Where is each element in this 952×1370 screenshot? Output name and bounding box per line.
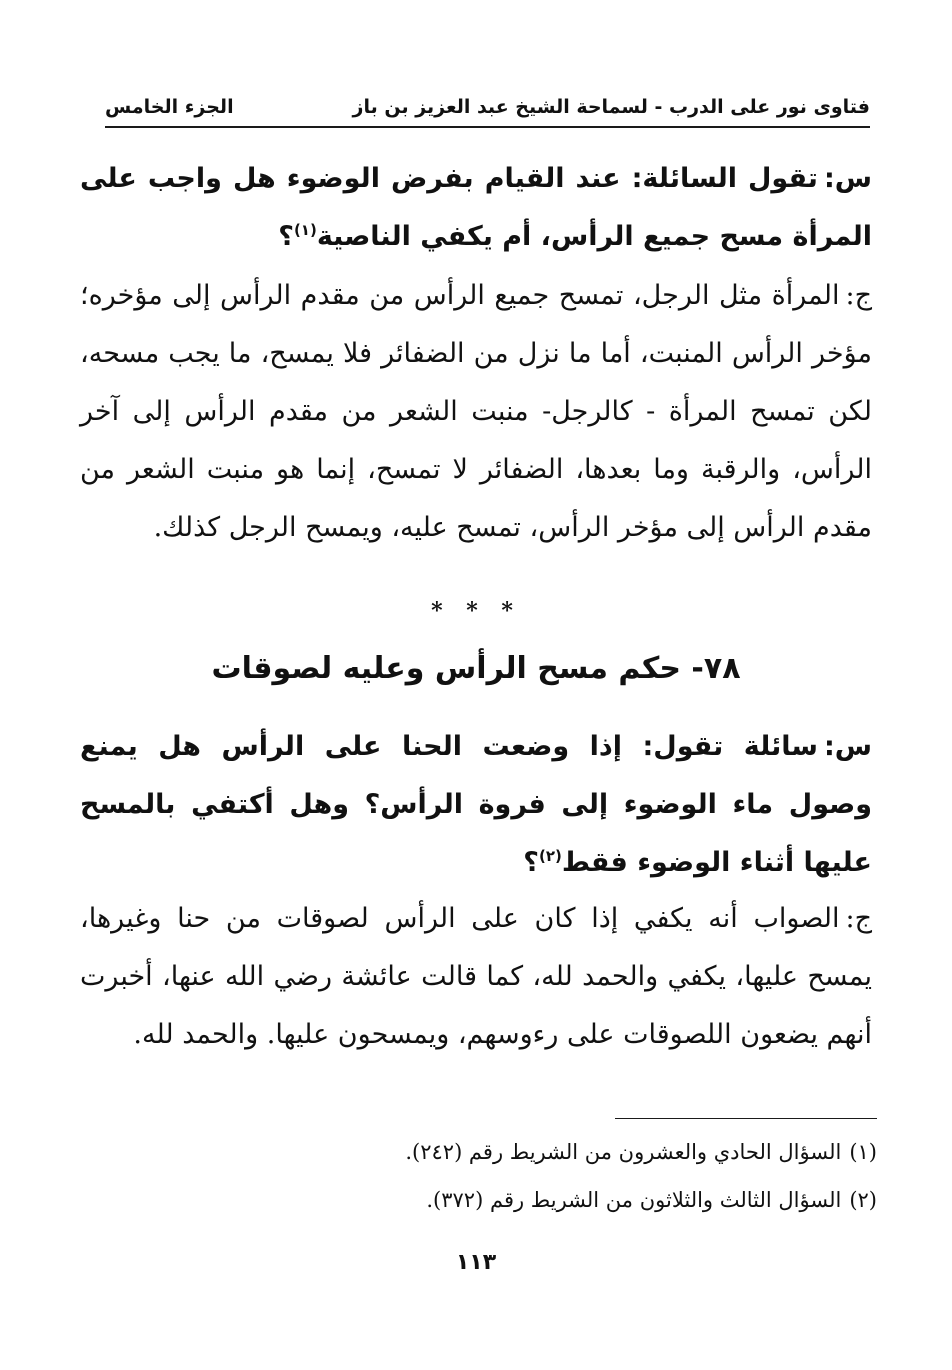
running-header	[105, 92, 870, 128]
answer-text: الصواب أنه يكفي إذا كان على الرأس لصوقات من حنا وغيرها، يمسح عليها، يكفي والحمد لله، كما قالت عائشة رضي الله عنها، أخبرت أنهم يضعون اللصوقات على رءوسهم، ويمسحون عليها. والحمد لله.	[80, 903, 872, 1050]
answer-text: المرأة مثل الرجل، تمسح جميع الرأس من مقدم الرأس إلى مؤخره؛ مؤخر الرأس المنبت، أما ما نزل من الضفائر فلا يمسح، ما يجب مسحه، لكن تمسح المرأة - كالرجل- منبت الشعر من مقدم الرأس إلى آخر الرأس، والرقبة وما بعدها، الضفائر لا تمسح، إنما هو منبت الشعر من مقدم الرأس إلى مؤخر الرأس، تمسح عليه، ويمسح الرجل كذلك.	[80, 280, 872, 543]
answer-marker: ج:	[845, 903, 872, 934]
footnote-text: السؤال الحادي والعشرون من الشريط رقم (٢٤٢).	[405, 1140, 842, 1164]
section-heading: ٧٨- حكم مسح الرأس وعليه لصوقات	[211, 651, 741, 686]
answer-1	[80, 267, 872, 557]
footnote-2	[87, 1176, 877, 1224]
section-separator: * * *	[431, 598, 521, 624]
page-number: ١١٣	[455, 1250, 497, 1275]
answer-marker: ج:	[845, 280, 872, 311]
question-text: سائلة تقول: إذا وضعت الحنا على الرأس هل يمنع وصول ماء الوضوء إلى فروة الرأس؟ وهل أكتفي بالمسح عليها أثناء الوضوء فقط	[80, 731, 872, 878]
question-marker: س:	[823, 731, 872, 762]
answer-2	[80, 890, 872, 1064]
question-2: س:سائلة تقول: إذا وضعت الحنا على الرأس هل يمنع وصول ماء الوضوء إلى فروة الرأس؟ وهل أكتفي بالمسح عليها أثناء الوضوء فقط$^{(٢)}$؟	[80, 731, 872, 878]
footnote-number: (١)	[849, 1140, 877, 1164]
volume-part: الجزء الخامس	[105, 96, 234, 118]
footnote-ref-2: (٢)	[538, 847, 562, 865]
question-1: س:تقول السائلة: عند القيام بفرض الوضوء هل واجب على المرأة مسح جميع الرأس، أم يكفي الناصية$^{(١)}$؟	[80, 163, 872, 252]
footnote-1	[87, 1128, 877, 1176]
footnote-ref-1: (١)	[293, 221, 317, 239]
question-text: تقول السائلة: عند القيام بفرض الوضوء هل واجب على المرأة مسح جميع الرأس، أم يكفي الناصية	[80, 163, 872, 252]
footnote-text: السؤال الثالث والثلاثون من الشريط رقم (٣٧٢).	[426, 1188, 842, 1212]
book-title: فتاوى نور على الدرب - لسماحة الشيخ عبد العزيز بن باز	[352, 96, 870, 118]
question-marker: س:	[823, 163, 872, 194]
footnotes	[87, 1128, 877, 1224]
footnote-number: (٢)	[849, 1188, 877, 1212]
footnote-divider	[615, 1118, 877, 1119]
